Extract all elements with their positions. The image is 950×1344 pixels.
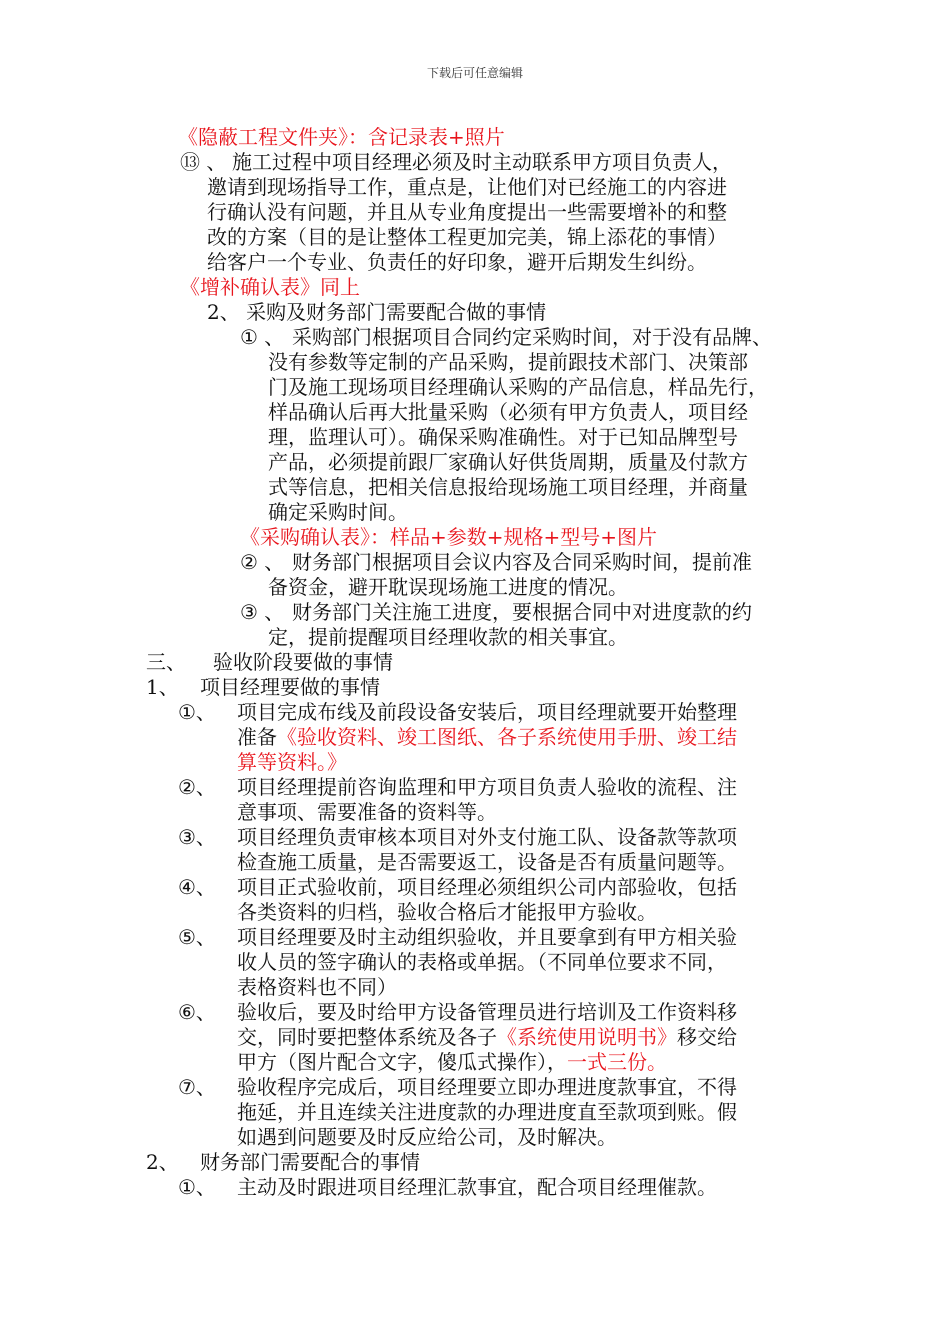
supplement-confirm-note: 《增补确认表》同上 — [180, 275, 360, 299]
acceptance-item-7-line-3: 如遇到问题要及时反应给公司，及时解决。 — [237, 1125, 617, 1149]
section-3-1-number: 1、 — [146, 675, 179, 699]
triplicate-highlight: 一式三份。 — [567, 1050, 667, 1074]
finance-item-3-line-2: 定，提前提醒项目经理收款的相关事宜。 — [268, 625, 628, 649]
acceptance-item-7-line-1: 验收程序完成后，项目经理要立即办理进度款事宜，不得 — [237, 1075, 737, 1099]
item-13-line-3: 行确认没有问题，并且从专业角度提出一些需要增补的和整 — [207, 200, 727, 224]
page-header: 下载后可任意编辑 — [426, 66, 523, 80]
acceptance-docs-highlight: 《验收资料、竣工图纸、各子系统使用手册、竣工结 — [277, 725, 737, 749]
acceptance-item-4-marker: ④、 — [178, 875, 216, 899]
acceptance-item-1-line-3: 算等资料。》 — [237, 750, 347, 774]
purchase-item-1-line-6: 产品，必须提前跟厂家确认好供货周期，质量及付款方 — [268, 450, 748, 474]
acceptance-item-1-prefix: 准备 — [237, 725, 277, 749]
purchase-item-1-line-4: 样品确认后再大批量采购（必须有甲方负责人，项目经 — [268, 400, 748, 424]
acceptance-item-5-line-3: 表格资料也不同） — [237, 975, 397, 999]
finance-item-2-line-1: 财务部门根据项目会议内容及合同采购时间，提前准 — [292, 550, 752, 574]
acceptance-item-5-line-2: 收人员的签字确认的表格或单据。（不同单位要求不同， — [237, 950, 727, 974]
finance-item-3-line-1: 财务部门关注施工进度，要根据合同中对进度款的约 — [292, 600, 752, 624]
section-2-heading: 2、 采购及财务部门需要配合做的事情 — [207, 300, 547, 324]
section-3-number: 三、 — [146, 650, 186, 674]
acceptance-item-7-line-2: 拖延，并且连续关注进度款的办理进度直至款项到账。假 — [237, 1100, 737, 1124]
manual-highlight: 《系统使用说明书》 — [497, 1025, 677, 1049]
finance-item-2-line-2: 备资金，避开耽误现场施工进度的情况。 — [268, 575, 628, 599]
finance-item-2-marker: ② 、 — [240, 550, 285, 574]
purchase-item-1-line-8: 确定采购时间。 — [268, 500, 408, 524]
item-13-line-1: 施工过程中项目经理必须及时主动联系甲方项目负责人， — [232, 150, 732, 174]
acceptance-item-5-marker: ⑤、 — [178, 925, 216, 949]
acceptance-item-5-line-1: 项目经理要及时主动组织验收，并且要拿到有甲方相关验 — [237, 925, 737, 949]
item-13-line-4: 改的方案（目的是让整体工程更加完美，锦上添花的事情） — [207, 225, 727, 249]
purchase-item-1-line-1: 采购部门根据项目合同约定采购时间，对于没有品牌、 — [292, 325, 772, 349]
acceptance-item-2-line-2: 意事项、需要准备的资料等。 — [237, 800, 497, 824]
purchase-item-1-line-2: 没有参数等定制的产品采购，提前跟技术部门、决策部 — [268, 350, 748, 374]
section-3-heading: 验收阶段要做的事情 — [213, 650, 393, 674]
acceptance-item-3-marker: ③、 — [178, 825, 216, 849]
section-3-2-heading: 财务部门需要配合的事情 — [200, 1150, 420, 1174]
acceptance-item-6-marker: ⑥、 — [178, 1000, 216, 1024]
purchase-confirm-note: 《采购确认表》：样品+参数+规格+型号+图片 — [240, 525, 658, 549]
acceptance-item-3-line-2: 检查施工质量，是否需要返工，设备是否有质量问题等。 — [237, 850, 737, 874]
purchase-item-1-line-3: 门及施工现场项目经理确认采购的产品信息，样品先行， — [268, 375, 768, 399]
hidden-works-folder-note: 《隐蔽工程文件夹》：含记录表+照片 — [178, 125, 505, 149]
acceptance-item-7-marker: ⑦、 — [178, 1075, 216, 1099]
item-13-marker: ⑬ 、 — [180, 150, 227, 174]
finance-acceptance-item-1-marker: ①、 — [178, 1175, 216, 1199]
purchase-item-1-line-7: 式等信息，把相关信息报给现场施工项目经理，并商量 — [268, 475, 748, 499]
acceptance-item-2-marker: ②、 — [178, 775, 216, 799]
item-13-line-5: 给客户一个专业、负责任的好印象，避开后期发生纠纷。 — [207, 250, 707, 274]
acceptance-item-1-line-2 — [237, 725, 737, 750]
purchase-item-1-line-5: 理，监理认可）。确保采购准确性。对于已知品牌型号 — [268, 425, 738, 449]
acceptance-item-1-line-1: 项目完成布线及前段设备安装后，项目经理就要开始整理 — [237, 700, 737, 724]
acceptance-item-2-line-1: 项目经理提前咨询监理和甲方项目负责人验收的流程、注 — [237, 775, 737, 799]
finance-acceptance-item-1-line-1: 主动及时跟进项目经理汇款事宜，配合项目经理催款。 — [237, 1175, 717, 1199]
purchase-item-1-marker: ① 、 — [240, 325, 285, 349]
acceptance-item-6-line-2-c: 移交给 — [677, 1025, 737, 1049]
acceptance-item-6-line-1: 验收后，要及时给甲方设备管理员进行培训及工作资料移 — [237, 1000, 737, 1024]
section-3-1-heading: 项目经理要做的事情 — [200, 675, 380, 699]
acceptance-item-6-line-2 — [237, 1025, 737, 1050]
section-3-2-number: 2、 — [146, 1150, 179, 1174]
acceptance-item-4-line-2: 各类资料的归档，验收合格后才能报甲方验收。 — [237, 900, 657, 924]
acceptance-item-3-line-1: 项目经理负责审核本项目对外支付施工队、设备款等款项 — [237, 825, 737, 849]
acceptance-item-1-marker: ①、 — [178, 700, 216, 724]
acceptance-item-4-line-1: 项目正式验收前，项目经理必须组织公司内部验收，包括 — [237, 875, 737, 899]
acceptance-item-6-line-2-a: 交，同时要把整体系统及各子 — [237, 1025, 497, 1049]
acceptance-item-6-line-3-a: 甲方（图片配合文字，傻瓜式操作）， — [237, 1050, 567, 1074]
finance-item-3-marker: ③ 、 — [240, 600, 285, 624]
acceptance-item-6-line-3 — [237, 1050, 667, 1075]
item-13-line-2: 邀请到现场指导工作，重点是，让他们对已经施工的内容进 — [207, 175, 727, 199]
